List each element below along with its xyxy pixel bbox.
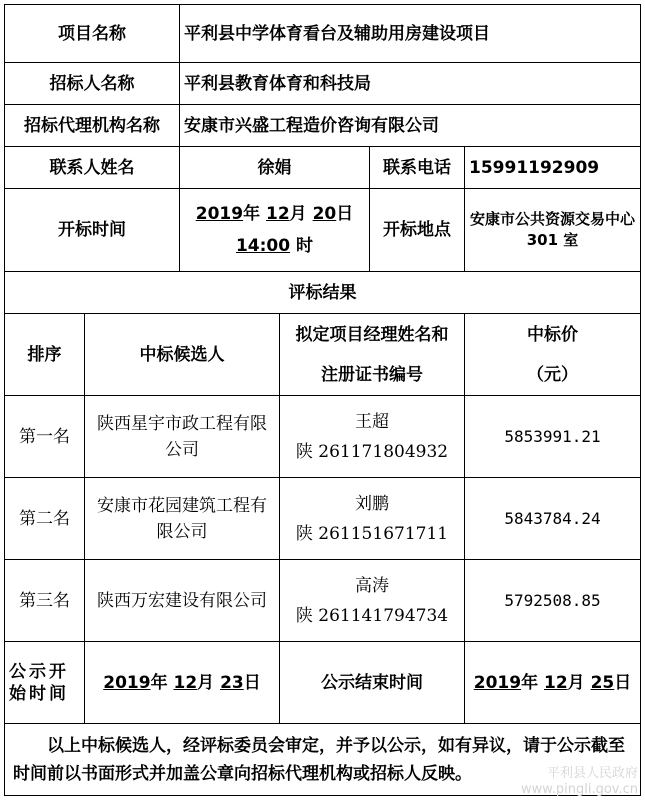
agency-label: 招标代理机构名称 — [5, 105, 180, 147]
manager: 刘鹏 陕 261151671711 — [280, 478, 465, 560]
tenderer-row — [5, 63, 641, 105]
note-text: 以上中标候选人，经评标委员会审定，并予以公示，如有异议，请于公示截至时间前以书面形式并加盖公章向招标代理机构或招标人反映。 — [5, 724, 641, 796]
opening-place: 安康市公共资源交易中心 301 室 — [465, 189, 641, 272]
project-label: 项目名称 — [5, 5, 180, 63]
note-row — [5, 724, 641, 796]
project-name: 平利县中学体育看台及辅助用房建设项目 — [180, 5, 641, 63]
contact-phone: 15991192909 — [465, 147, 641, 189]
rank: 第一名 — [5, 396, 85, 478]
bid-result-table — [4, 4, 641, 796]
publicity-row — [5, 642, 641, 724]
opening-hour: 14:00 — [235, 236, 291, 256]
price: 5853991.21 — [465, 396, 641, 478]
contact-name: 徐娟 — [180, 147, 370, 189]
opening-place-label: 开标地点 — [370, 189, 465, 272]
header-manager: 拟定项目经理姓名和 注册证书编号 — [280, 314, 465, 396]
company: 安康市花园建筑工程有限公司 — [85, 478, 280, 560]
agency-row — [5, 105, 641, 147]
rank: 第三名 — [5, 560, 85, 642]
company: 陕西万宏建设有限公司 — [85, 560, 280, 642]
table-row — [5, 396, 641, 478]
tenderer-name: 平利县教育体育和科技局 — [180, 63, 641, 105]
contact-phone-label: 联系电话 — [370, 147, 465, 189]
opening-day: 20 — [312, 204, 337, 224]
table-row — [5, 478, 641, 560]
header-rank: 排序 — [5, 314, 85, 396]
manager: 高涛 陕 261141794734 — [280, 560, 465, 642]
opening-year: 2019 — [195, 204, 244, 224]
price: 5792508.85 — [465, 560, 641, 642]
rank: 第二名 — [5, 478, 85, 560]
results-title: 评标结果 — [5, 272, 641, 314]
header-candidate: 中标候选人 — [85, 314, 280, 396]
manager: 王超 陕 261171804932 — [280, 396, 465, 478]
opening-row — [5, 189, 641, 272]
project-row — [5, 5, 641, 63]
results-title-row — [5, 272, 641, 314]
header-price: 中标价 （元） — [465, 314, 641, 396]
tenderer-label: 招标人名称 — [5, 63, 180, 105]
opening-month: 12 — [265, 204, 290, 224]
company: 陕西星宇市政工程有限公司 — [85, 396, 280, 478]
publicity-start-date: 2019年 12月 23日 — [85, 642, 280, 724]
agency-name: 安康市兴盛工程造价咨询有限公司 — [180, 105, 641, 147]
results-header-row — [5, 314, 641, 396]
opening-time-label: 开标时间 — [5, 189, 180, 272]
publicity-end-date: 2019年 12月 25日 — [465, 642, 641, 724]
contact-name-label: 联系人姓名 — [5, 147, 180, 189]
watermark: 平利县人民政府 www.pingli.gov.cn — [521, 766, 638, 797]
publicity-start-label: 公示开始时间 — [5, 642, 85, 724]
contact-row — [5, 147, 641, 189]
opening-time: 2019年 12月 20日 14:00 时 — [180, 189, 370, 272]
table-row — [5, 560, 641, 642]
price: 5843784.24 — [465, 478, 641, 560]
publicity-end-label: 公示结束时间 — [280, 642, 465, 724]
